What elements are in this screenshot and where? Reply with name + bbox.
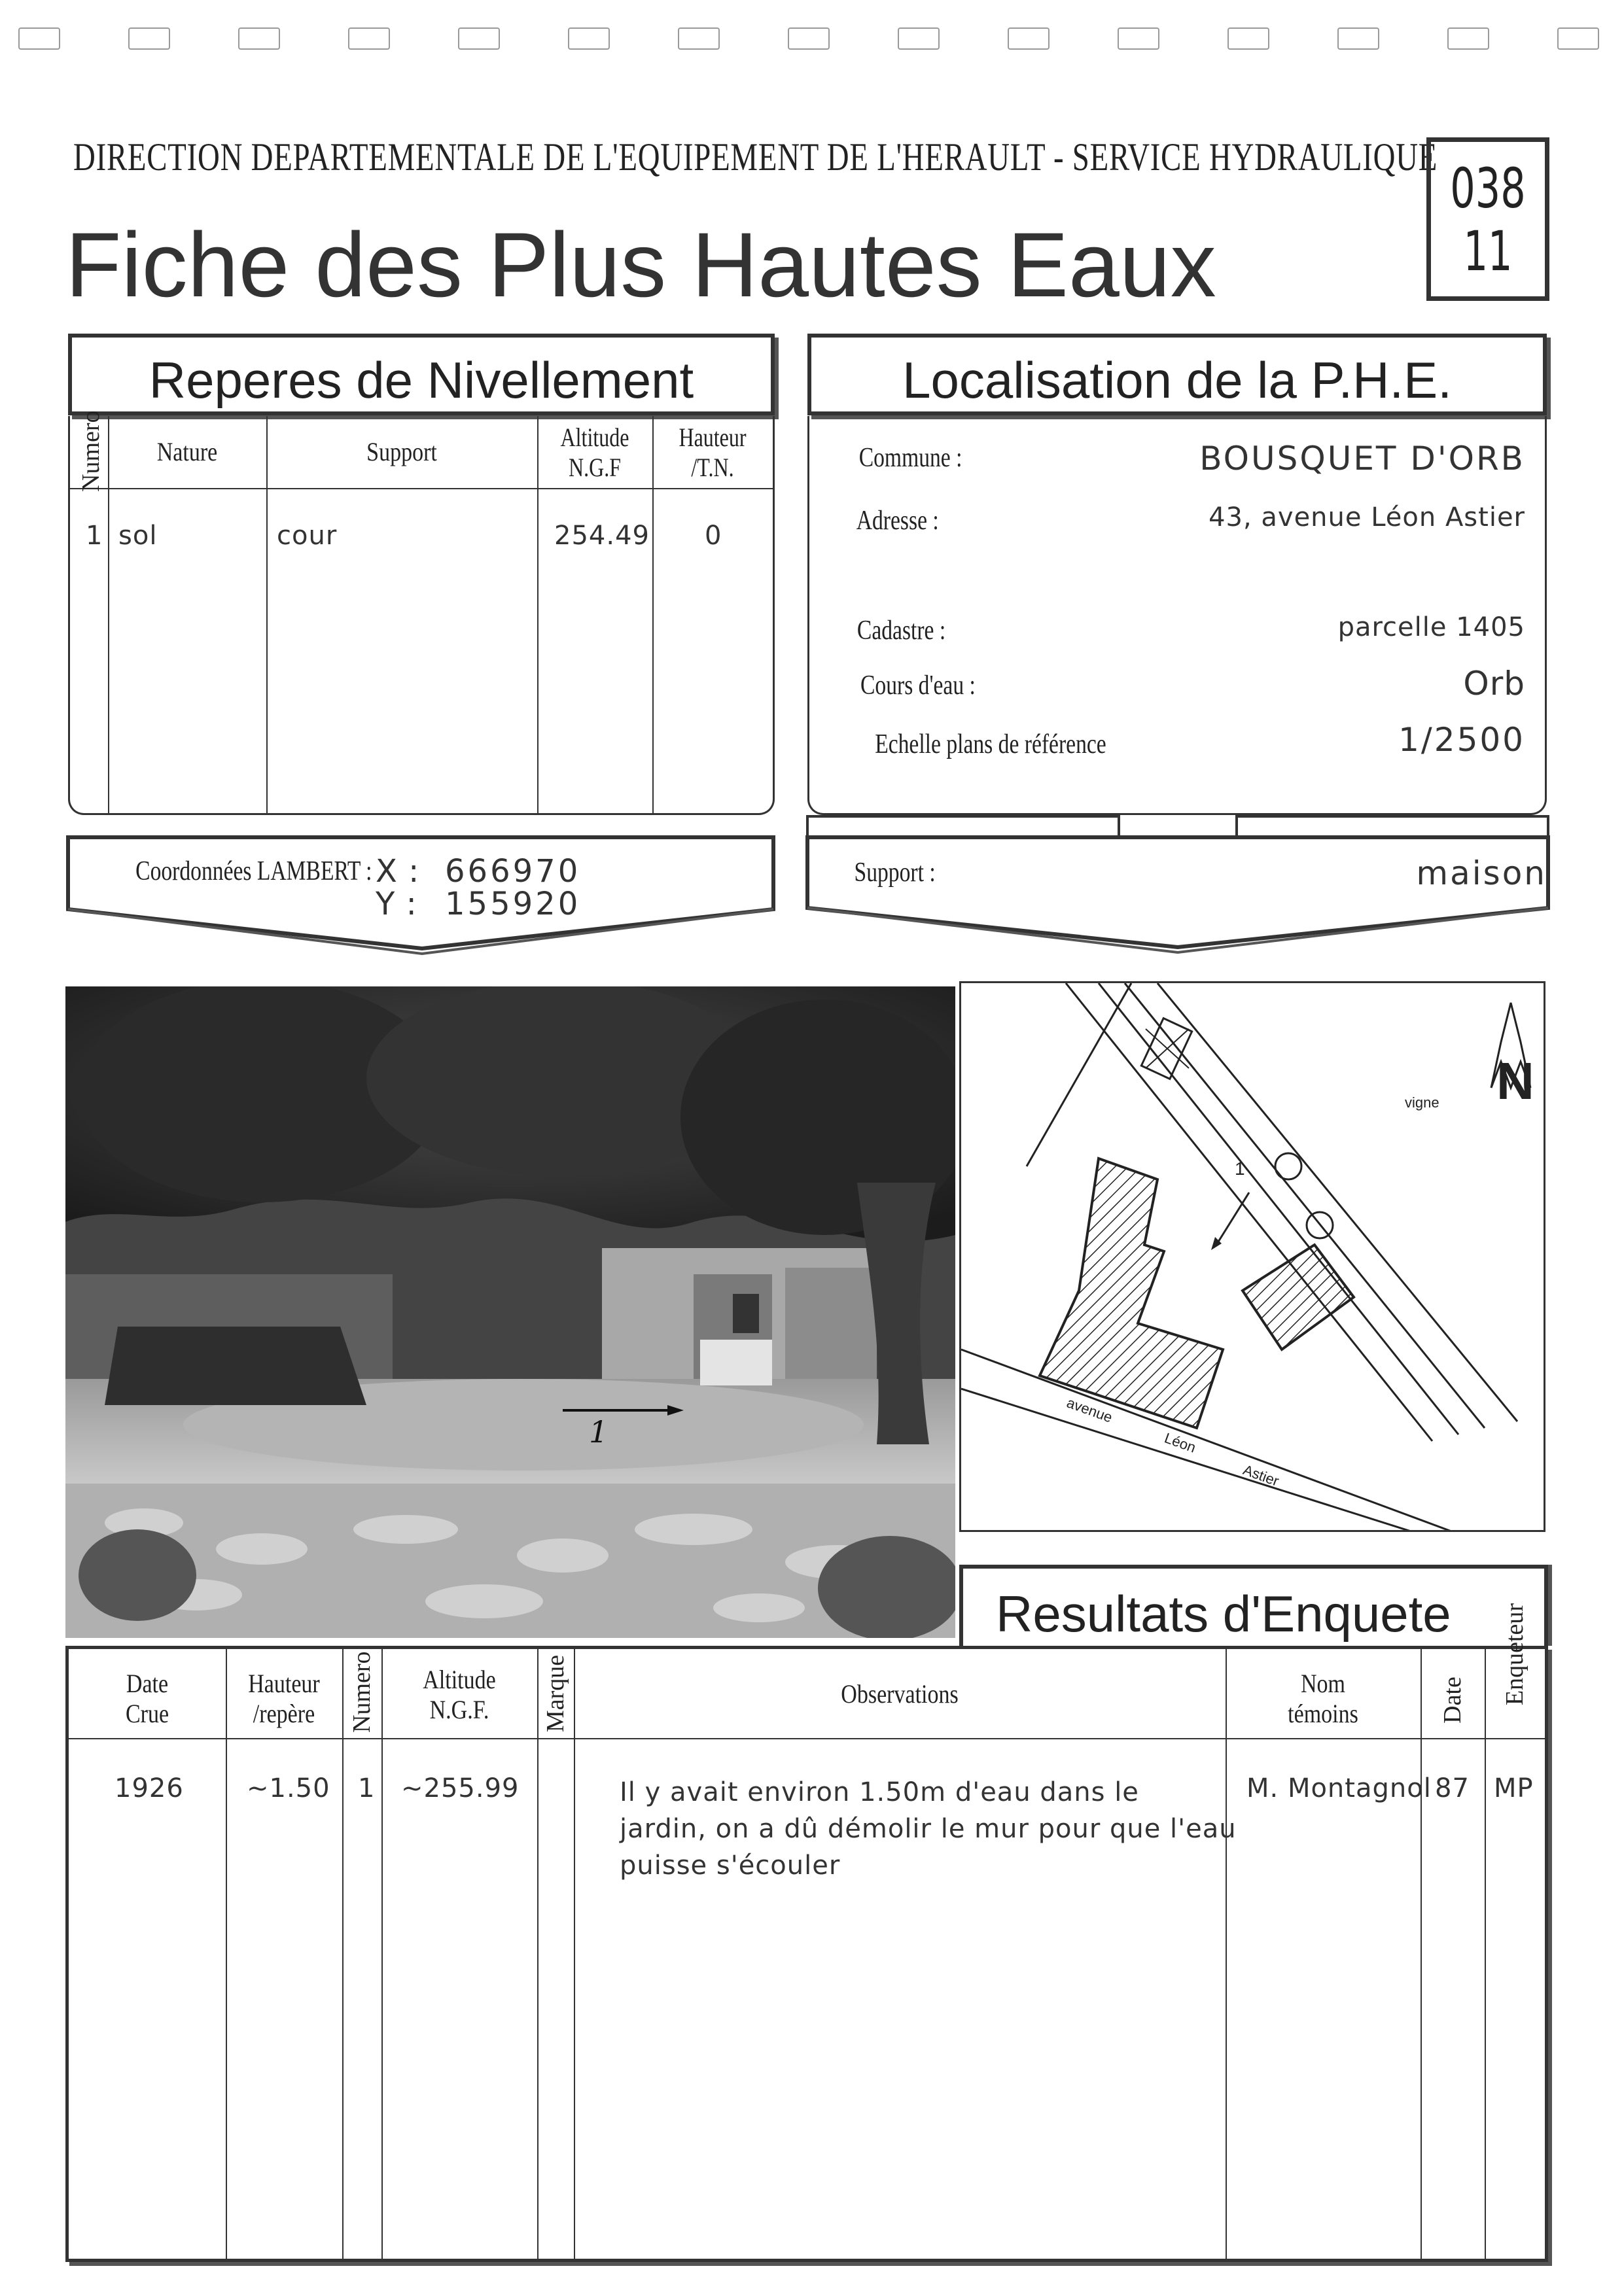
row-nom-temoins: M. Montagnol [1246,1773,1432,1803]
photo-illustration [65,986,955,1638]
localisation-title: Localisation de la P.H.E. [902,351,1452,409]
agency-header: DIRECTION DEPARTEMENTALE DE L'EQUIPEMENT DE L'HERAULT - SERVICE HYDRAULIQUE [73,135,1438,179]
row-date: 87 [1435,1773,1470,1803]
cadastre-value: parcelle 1405 [1337,612,1525,642]
site-map [959,981,1545,1532]
binder-hole [568,27,610,50]
binder-hole [348,27,390,50]
north-arrow-label: N [1496,1052,1534,1110]
row-support: cour [277,521,338,551]
col-header-hauteur-line1: Hauteur [679,423,747,452]
site-photo [65,986,955,1638]
col-header-date-crue [80,1669,214,1729]
cours-label: Cours d'eau : [860,670,976,701]
map-label-vigne: vigne [1405,1094,1439,1111]
page-title: Fiche des Plus Hautes Eaux [65,213,1216,316]
echelle-label: Echelle plans de référence [875,729,1106,759]
row-nature: sol [118,521,158,551]
commune-value: BOUSQUET D'ORB [1199,440,1525,478]
support-value: maison [1416,854,1547,892]
binder-hole [458,27,500,50]
col-header-nom-temoins-line1: Nom [1301,1669,1345,1698]
binder-hole [898,27,940,50]
col-header-enqueteur: Enqueteur [1501,1603,1528,1706]
y-label: Y : [376,886,417,922]
col-header-nom-temoins [1240,1669,1405,1729]
map-street-label-1: avenue [1065,1394,1115,1426]
row-hauteur: 0 [705,521,722,551]
reference-subnumber: 11 [1463,219,1513,283]
map-marker-number: 1 [1235,1158,1245,1179]
row-observations-line1: Il y avait environ 1.50m d'eau dans le [620,1777,1139,1807]
reperes-table [68,410,775,815]
cadastre-label: Cadastre : [856,616,946,646]
col-header-hauteur [664,423,760,483]
binder-hole [1118,27,1159,50]
col-header-hauteur-repere-line2: /repère [253,1699,315,1728]
localisation-panel [807,416,1547,815]
binder-hole [1227,27,1269,50]
binder-hole [788,27,830,50]
col-header-hauteur-repere [234,1669,333,1729]
col-header-date-crue-line1: Date [126,1669,169,1698]
binder-hole [1557,27,1599,50]
map-street-label-2: Léon [1162,1429,1198,1456]
row-numero: 1 [86,521,103,551]
support-label: Support : [854,858,936,888]
reperes-title: Reperes de Nivellement [149,351,694,409]
cours-value: Orb [1463,665,1525,703]
col-header-hauteur-line2: /T.N. [691,453,734,482]
row-observations-line3: puisse s'écouler [620,1851,841,1881]
echelle-value: 1/2500 [1398,721,1525,759]
row-date-crue: 1926 [115,1773,184,1803]
row-altitude: ~255.99 [401,1773,520,1803]
commune-label: Commune : [858,443,962,473]
binder-hole [128,27,170,50]
col-header-nature: Nature [156,437,218,466]
reperes-title-box [68,334,775,415]
enquete-title: Resultats d'Enquete [996,1585,1451,1643]
reference-box [1426,137,1549,301]
binder-hole [18,27,60,50]
binder-hole [1008,27,1050,50]
col-header-altitude-ngf [393,1665,525,1725]
localisation-title-box [807,334,1547,415]
row-enqueteur: MP [1494,1773,1534,1803]
adresse-value: 43, avenue Léon Astier [1209,502,1525,532]
col-header-observations: Observations [841,1679,959,1709]
binder-hole [238,27,280,50]
x-label: X : [376,853,420,890]
map-street-label-3: Astier [1241,1461,1282,1489]
col-header-marque: Marque [542,1654,569,1733]
col-header-numero: Numero [348,1651,376,1733]
col-header-altitude-line2: N.G.F [568,453,622,482]
enquete-title-box [959,1565,1548,1646]
col-header-date-crue-line2: Crue [125,1699,169,1728]
binder-hole [1447,27,1489,50]
col-header-altitude-ngf-line2: N.G.F. [429,1695,489,1724]
col-header-nom-temoins-line2: témoins [1288,1699,1358,1728]
col-header-hauteur-repere-line1: Hauteur [248,1669,320,1698]
row-numero: 1 [358,1773,376,1803]
col-header-altitude-ngf-line1: Altitude [423,1665,496,1694]
binder-hole [678,27,720,50]
x-value: 666970 [445,853,581,890]
coordinates-arrow-box [65,832,779,960]
row-hauteur: ~1.50 [247,1773,330,1803]
binder-hole [1337,27,1379,50]
y-value: 155920 [445,886,581,922]
col-header-numero: Numero [77,410,105,492]
col-header-date: Date [1439,1677,1466,1724]
row-altitude: 254.49 [554,521,650,551]
col-header-altitude-line1: Altitude [560,423,629,452]
col-header-altitude [549,423,641,483]
reference-number: 038 [1450,156,1526,220]
coordinates-label: Coordonnées LAMBERT : [135,856,372,886]
row-observations-line2: jardin, on a dû démolir le mur pour que l'eau [620,1814,1237,1844]
col-header-support: Support [366,437,437,466]
photo-marker-number: 1 [589,1414,609,1450]
adresse-label: Adresse : [856,506,939,536]
map-drawing [961,983,1544,1530]
